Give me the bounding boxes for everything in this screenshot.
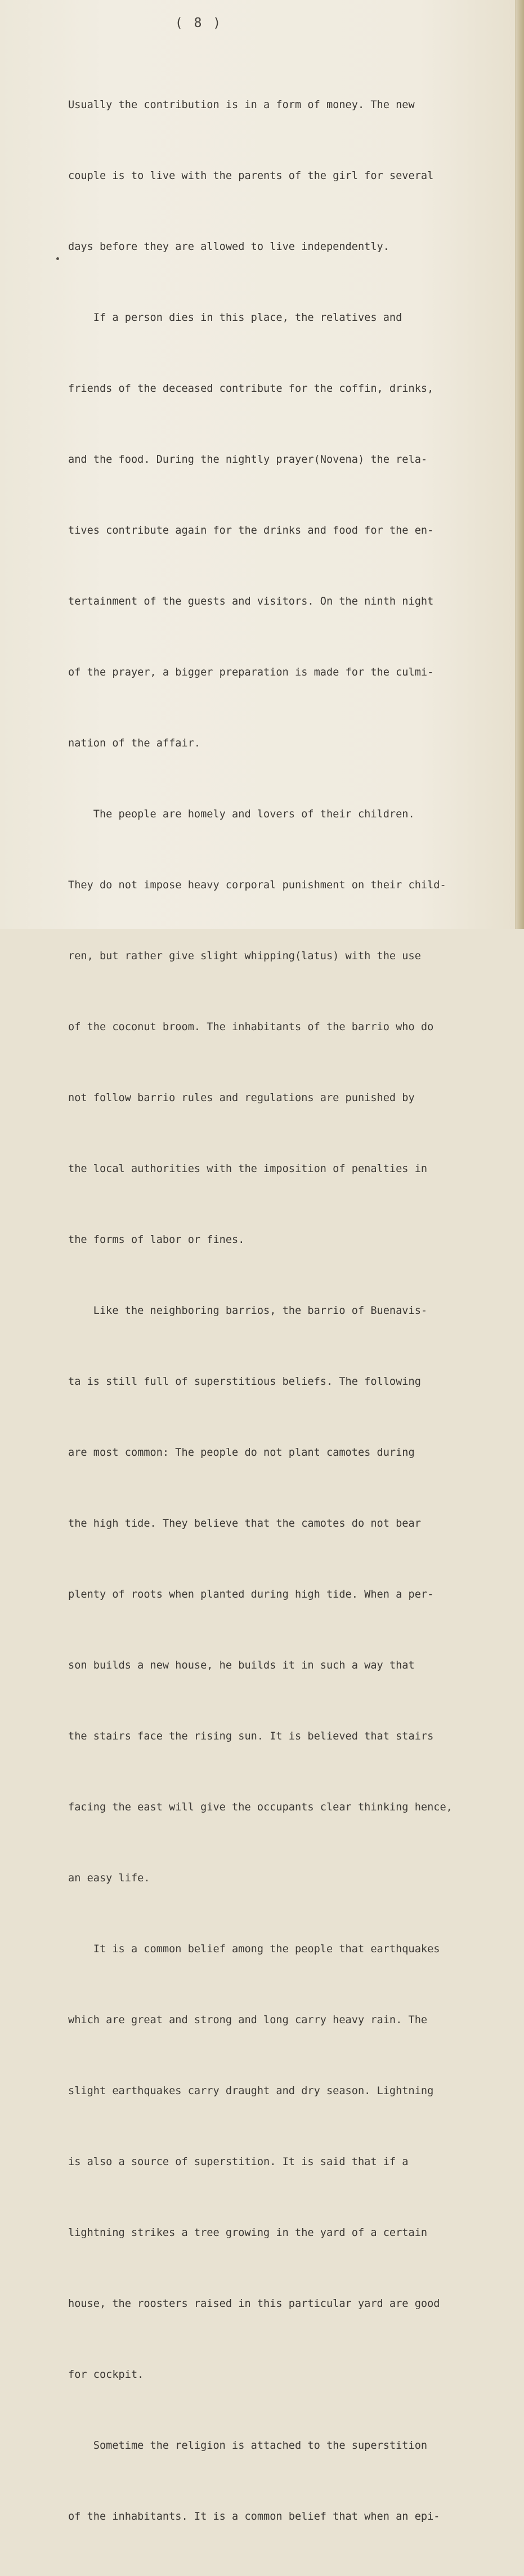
- text-line: It is a common belief among the people that earthquakes: [68, 1943, 440, 1955]
- text-line: nation of the affair.: [68, 737, 201, 749]
- text-line: is also a source of superstition. It is said that if a: [68, 2156, 409, 2168]
- text-line: not follow barrio rules and regulations are punished by: [68, 1092, 415, 1104]
- text-line: and the food. During the nightly prayer(Novena) the rela-: [68, 454, 428, 466]
- text-line: of the coconut broom. The inhabitants of the barrio who do: [68, 1021, 434, 1033]
- text-line: are most common: The people do not plant camotes during: [68, 1447, 415, 1459]
- text-line: couple is to live with the parents of the girl for several: [68, 170, 434, 182]
- text-line: of the inhabitants. It is a common belief that when an epi-: [68, 2511, 440, 2523]
- text-line: Sometime the religion is attached to the superstition: [68, 2440, 428, 2452]
- text-line: The people are homely and lovers of their children.: [68, 808, 415, 820]
- text-line: the forms of labor or fines.: [68, 1234, 245, 1246]
- page-number: ( 8 ): [174, 16, 223, 30]
- text-line: Usually the contribution is in a form of money. The new: [68, 99, 415, 111]
- margin-mark: [56, 257, 59, 260]
- text-line: Like the neighboring barrios, the barrio of Buenavis-: [68, 1305, 428, 1317]
- text-line: friends of the deceased contribute for the coffin, drinks,: [68, 383, 434, 395]
- text-line: tives contribute again for the drinks and food for the en-: [68, 525, 434, 536]
- text-line: which are great and strong and long carry heavy rain. The: [68, 2014, 428, 2026]
- text-line: the high tide. They believe that the camotes do not bear: [68, 1518, 421, 1530]
- text-line: They do not impose heavy corporal punishment on their child-: [68, 879, 446, 891]
- text-line: the local authorities with the imposition of penalties in: [68, 1163, 428, 1175]
- text-line: ta is still full of superstitious beliefs. The following: [68, 1376, 421, 1388]
- text-line: son builds a new house, he builds it in such a way that: [68, 1660, 415, 1671]
- text-line: the stairs face the rising sun. It is believed that stairs: [68, 1730, 434, 1742]
- text-line: plenty of roots when planted during high tide. When a per-: [68, 1589, 434, 1600]
- text-line: of the prayer, a bigger preparation is made for the culmi-: [68, 667, 434, 678]
- text-line: tertainment of the guests and visitors. On the ninth night: [68, 596, 434, 607]
- text-line: for cockpit.: [68, 2369, 144, 2381]
- text-line: slight earthquakes carry draught and dry season. Lightning: [68, 2085, 434, 2097]
- text-line: lightning strikes a tree growing in the yard of a certain: [68, 2227, 428, 2239]
- text-line: house, the roosters raised in this particular yard are good: [68, 2298, 440, 2310]
- typed-text-body: [68, 46, 518, 2576]
- text-line: facing the east will give the occupants clear thinking hence,: [68, 1801, 453, 1813]
- text-line: days before they are allowed to live independently.: [68, 241, 389, 253]
- text-line: an easy life.: [68, 1872, 150, 1884]
- text-line: If a person dies in this place, the relatives and: [68, 312, 402, 324]
- text-line: ren, but rather give slight whipping(latus) with the use: [68, 950, 421, 962]
